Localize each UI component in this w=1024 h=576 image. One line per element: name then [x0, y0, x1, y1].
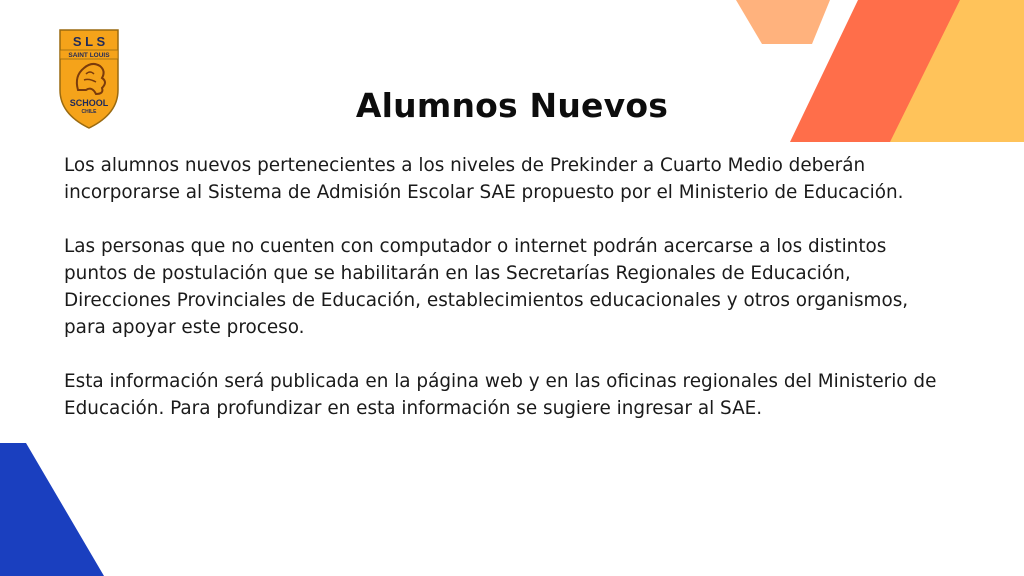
page-title: Alumnos Nuevos [355, 86, 669, 125]
logo-top-text: S L S [72, 34, 106, 49]
paragraph-1 [64, 152, 984, 206]
logo-band-text: SAINT LOUIS [68, 52, 110, 59]
text-line: para apoyar este proceso. [64, 317, 305, 338]
text-line: Educación. Para profundizar en esta información se sugiere ingresar al SAE. [64, 398, 763, 419]
text-line: puntos de postulación que se habilitarán en las Secretarías Regionales de Educación, [64, 263, 851, 284]
paragraph-3 [64, 368, 984, 422]
blue-corner-shape [0, 443, 104, 576]
text-line: Direcciones Provinciales de Educación, establecimientos educacionales y otros organismos, [64, 290, 909, 311]
body-text [64, 152, 984, 449]
paragraph-2 [64, 233, 984, 341]
text-line: Los alumnos nuevos pertenecientes a los niveles de Prekinder a Cuarto Medio deberán [64, 155, 866, 176]
peach-shape [736, 0, 830, 44]
logo-bottom-text: SCHOOL [69, 98, 109, 108]
text-line: incorporarse al Sistema de Admisión Escolar SAE propuesto por el Ministerio de Educación. [64, 182, 904, 203]
text-line: Esta información será publicada en la página web y en las oficinas regionales del Ministerio de [64, 371, 937, 392]
logo-sub-text: CHILE [81, 109, 97, 115]
text-line: Las personas que no cuenten con computador o internet podrán acercarse a los distintos [64, 236, 887, 257]
